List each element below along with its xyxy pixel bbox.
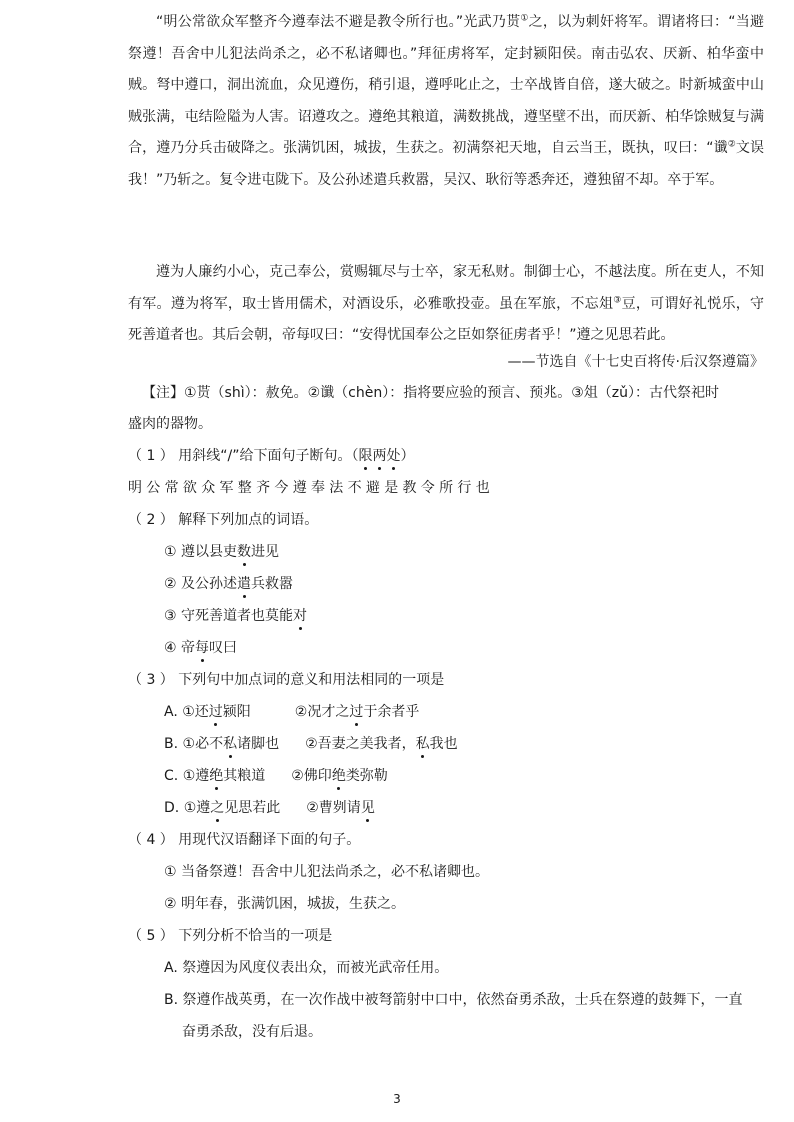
passage-text: 之，以为刺奸将军。谓诸将曰：“当避祭遵！吾舍中儿犯法尚杀之，必不私诸卿也。”拜征虏将军，定封颍阳侯。南击弘农、厌新、柏华蛮中贼。弩中遵口，洞出流血，众见遵伤，稍引退，遵呼叱止之，士卒战皆自倍，遂大破之。时新城蛮中山贼张满，屯结险隘为人害。诏遵攻之。遵绝其粮道，满数挑战，遵坚壁不出，而厌新、柏华馀贼复与满合，遵乃分兵击破降之。张满饥困，城拔，生获之。初满祭祀天地，自云当王，既执，叹曰：“谶 (128, 14, 764, 156)
passage-text: 遵为人廉约小心，克己奉公，赏赐辄尽与士卒，家无私财。制御士心，不越法度。所在吏人，不知有军。遵为将军，取士皆用儒术，对酒设乐，必雅歌投壶。虽在军旅，不忘俎 (128, 264, 764, 312)
source-citation: ——节选自《十七史百将传·后汉祭遵篇》 (507, 354, 764, 370)
notes-line-2: 盛肉的器物。 (128, 416, 212, 432)
passage-paragraph-2 (128, 257, 764, 352)
page-number: 3 (393, 1092, 401, 1106)
question-2-item-3: ③ 守死善道者也莫能对 (164, 608, 308, 624)
question-3-option-a: A. ①还过颍阳 ②况才之过于余者乎 (164, 704, 420, 720)
emphasis-char: 绝 (209, 768, 224, 784)
emphasis-char: 两 (372, 448, 387, 464)
question-1-sentence: 明公常欲众军整齐今遵奉法不避是教令所行也 (128, 480, 494, 496)
emphasis-char: 过 (349, 704, 364, 720)
emphasis-char: 私 (223, 736, 238, 752)
emphasis-char: 每 (195, 640, 210, 656)
question-3-option-d: D. ①遵之见思若此 ②曹刿请见 (164, 800, 375, 816)
emphasis-char: 过 (208, 704, 223, 720)
passage-text: “明公常欲众军整齐今遵奉法不避是教令所行也。”光武乃贳 (156, 14, 521, 30)
question-3-prompt: （ 3 ） 下列句中加点词的意义和用法相同的一项是 (128, 672, 445, 688)
question-5-option-b-line-1: B. 祭遵作战英勇，在一次作战中被弩箭射中口中，依然奋勇杀敌，士兵在祭遵的鼓舞下，一直 (164, 992, 743, 1008)
question-2-item-4: ④ 帝每叹曰 (164, 640, 238, 656)
emphasis-char: 数 (237, 544, 252, 560)
question-3-option-c: C. ①遵绝其粮道 ②佛印绝类弥勒 (164, 768, 388, 784)
emphasis-char: 之 (210, 800, 225, 816)
question-1-prompt: （ 1 ） 用斜线“/”给下面句子断句。（限两处） (128, 448, 415, 464)
question-2-prompt: （ 2 ） 解释下列加点的词语。 (128, 512, 319, 528)
question-5-option-b-line-2: 奋勇杀敌，没有后退。 (182, 1024, 322, 1040)
emphasis-char: 对 (293, 608, 308, 624)
note-mark: ① (520, 13, 529, 24)
passage-paragraph-1 (128, 7, 764, 196)
emphasis-char: 见 (360, 800, 375, 816)
question-4-item-1: ① 当备祭遵！吾舍中儿犯法尚杀之，必不私诸卿也。 (164, 864, 490, 880)
notes-line-1: 【注】①贳（shì）：赦免。②谶（chèn）：指将要应验的预言、预兆。③俎（zǔ）：古代祭祀时 (142, 385, 719, 401)
emphasis-char: 限 (358, 448, 373, 464)
question-4-prompt: （ 4 ） 用现代汉语翻译下面的句子。 (128, 832, 361, 848)
question-2-item-1: ① 遵以县吏数进见 (164, 544, 280, 560)
passage-text: 豆，可谓好礼悦乐，守死善道者也。其后会朝，帝每叹曰：“安得忧国奉公之臣如祭征虏者乎！”遵之见思若此。 (128, 295, 765, 343)
emphasis-char: 绝 (331, 768, 346, 784)
question-4-item-2: ② 明年春，张满饥困，城拔，生获之。 (164, 896, 406, 912)
passage-text: 文误我！”乃斩之。复令进屯陇下。及公孙述遣兵救嚣，吴汉、耿衍等悉奔还，遵独留不却。卒于军。 (128, 140, 764, 188)
question-3-option-b: B. ①必不私诸脚也 ②吾妻之美我者，私我也 (164, 736, 458, 752)
emphasis-char: 处 (386, 448, 401, 464)
question-5-prompt: （ 5 ） 下列分析不恰当的一项是 (128, 928, 333, 944)
emphasis-char: 私 (415, 736, 430, 752)
emphasis-char: 遣 (237, 576, 252, 592)
question-5-option-a: A. 祭遵因为风度仪表出众，而被光武帝任用。 (164, 960, 449, 976)
question-2-item-2: ② 及公孙述遣兵救嚣 (164, 576, 294, 592)
note-mark: ② (727, 139, 736, 150)
note-mark: ③ (613, 294, 622, 305)
